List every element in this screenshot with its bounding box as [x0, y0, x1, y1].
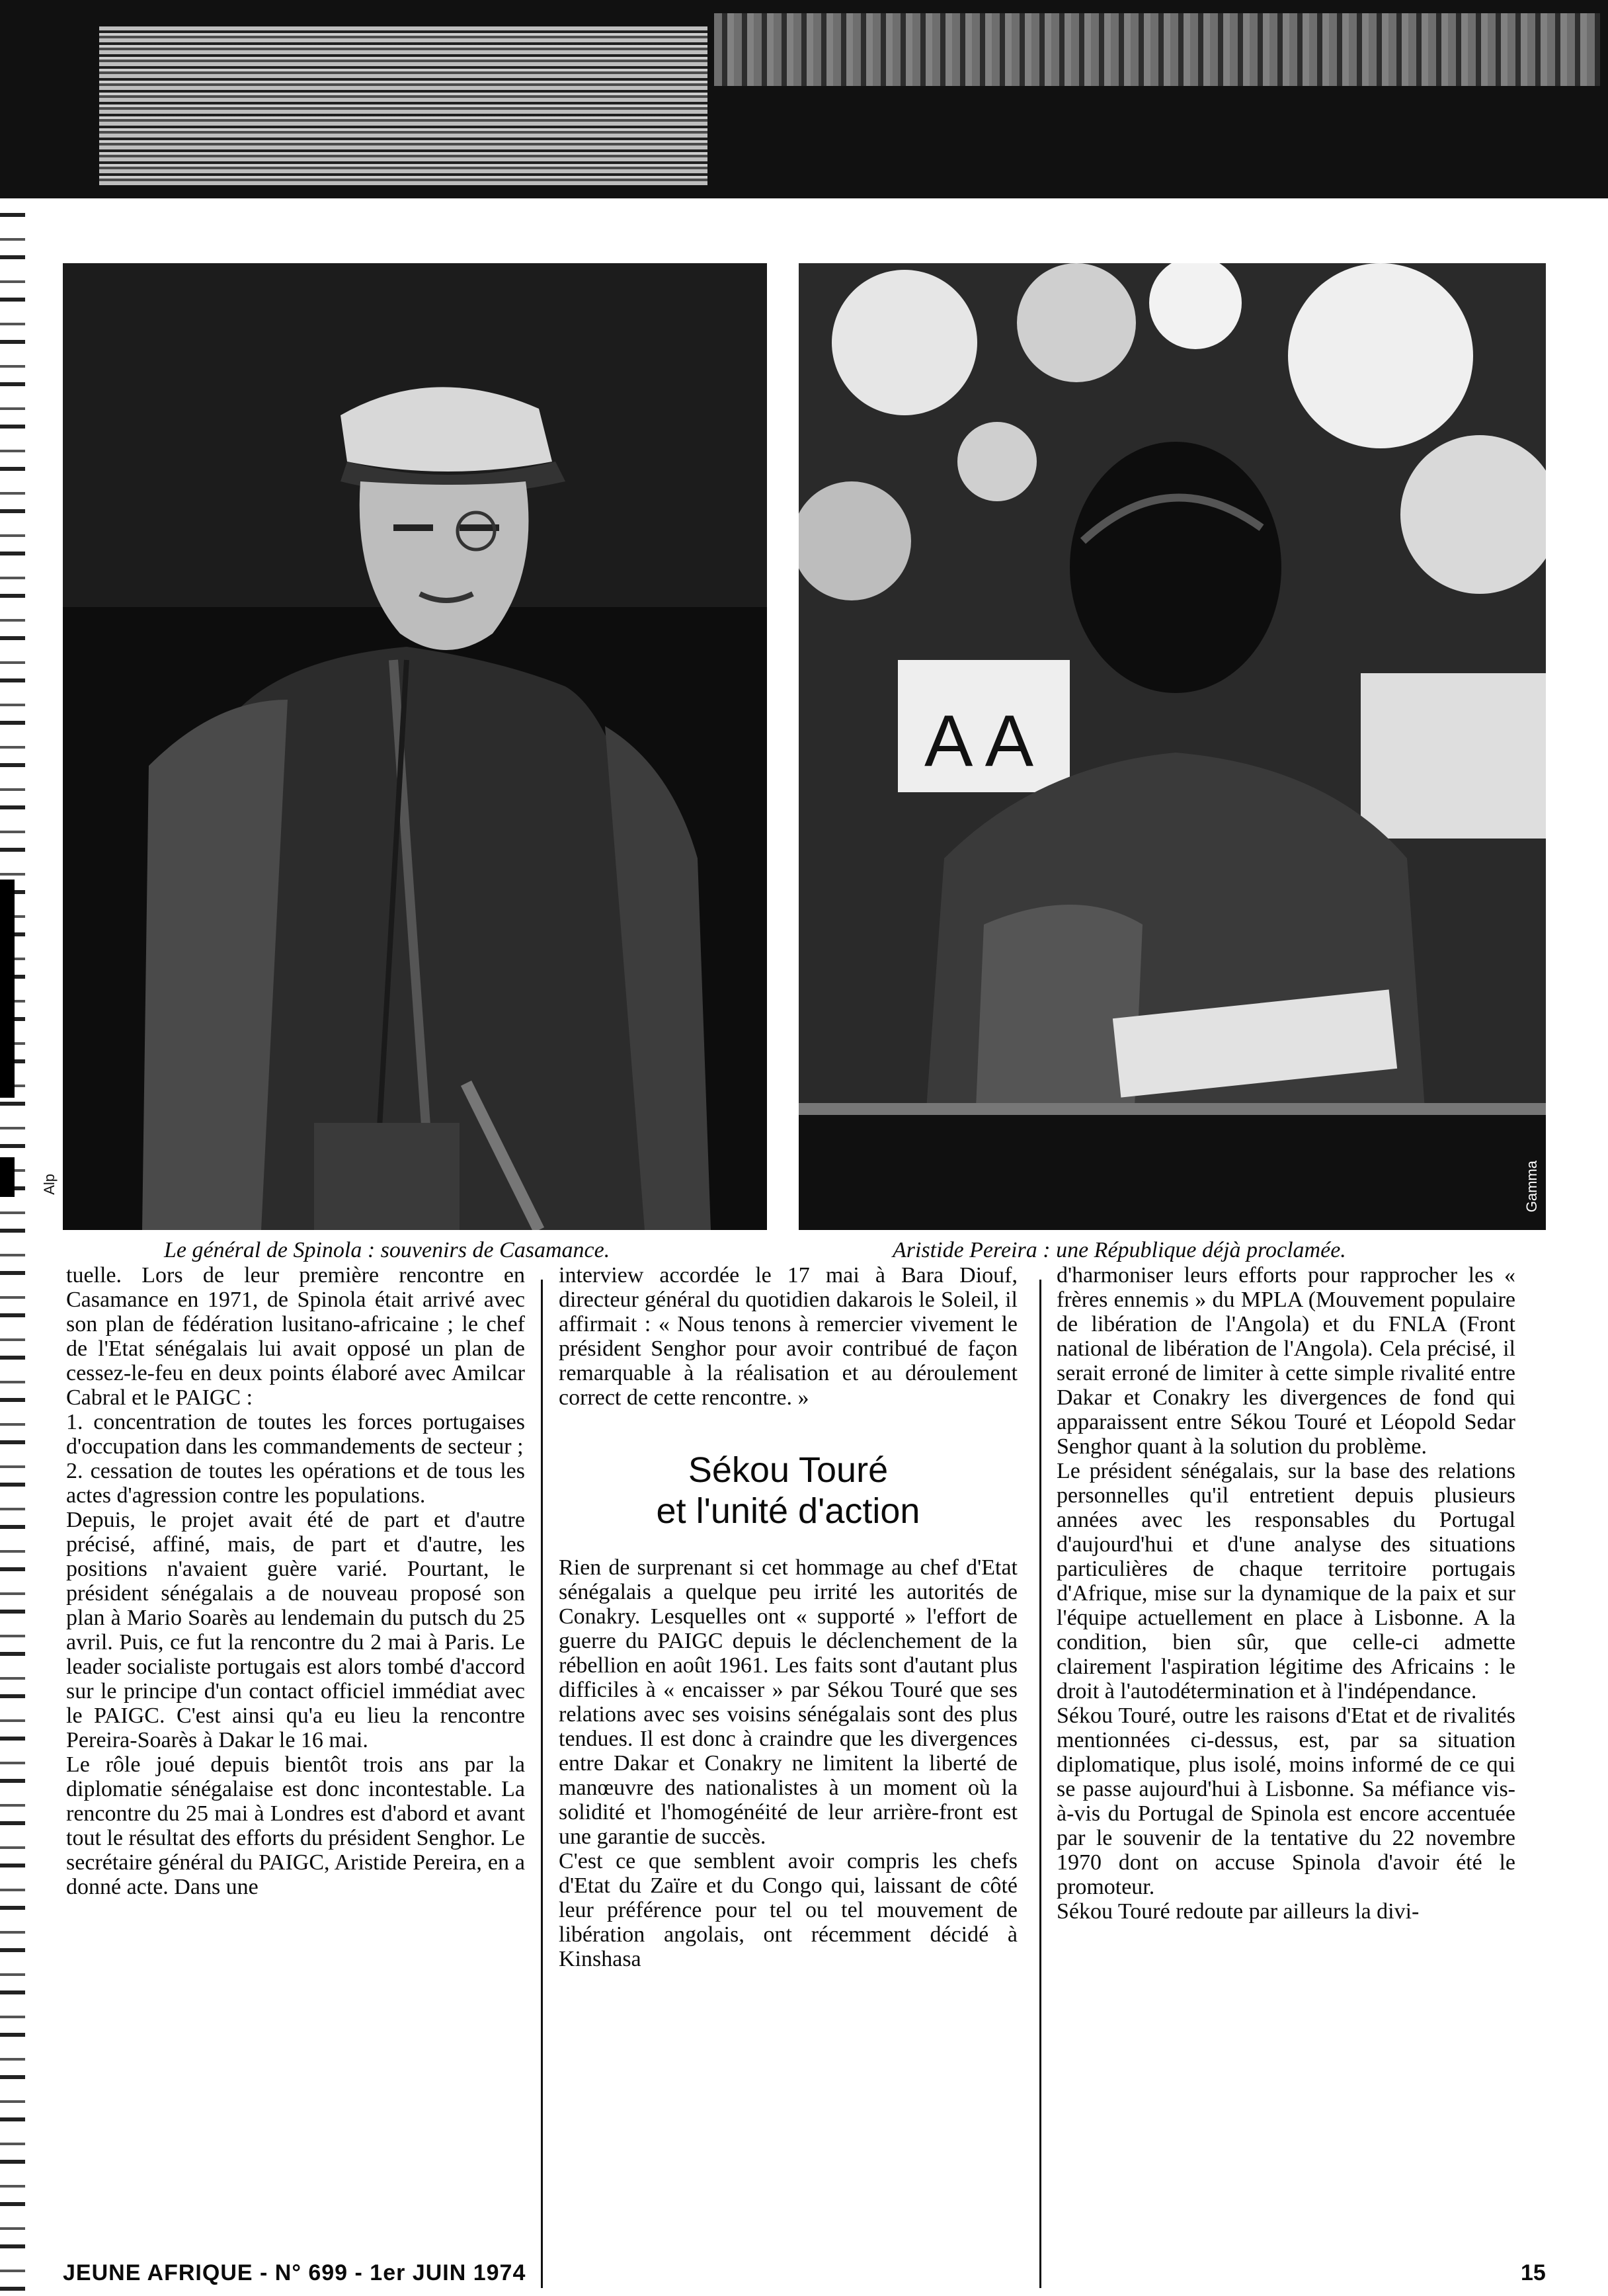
- photo-pereira-image: [799, 263, 1546, 1230]
- paragraph: d'harmoniser leurs efforts pour rapprocher les « frères ennemis » du MPLA (Mouvement populaire de libération de l'Angola) et du FNLA (Front national de libération de l'Angola). Cela précisé, il serait erroné de limiter à cette simple rivalité entre Dakar et Conakry les divergences de fond qui apparaissent entre Sékou Touré et Léopold Sedar Senghor quant à la solution du problème.: [1057, 1263, 1515, 1459]
- photo-caption-left: Le général de Spinola : souvenirs de Casamance.: [164, 1238, 610, 1262]
- paragraph: interview accordée le 17 mai à Bara Diouf, directeur général du quotidien dakarois le Soleil, il affirmait : « Nous tenons à remercier vivement le président Senghor pour avoir contribué de façon remarquable à la réalisation et au déroulement correct de cette rencontre. »: [559, 1263, 1018, 1410]
- edge-mark: [0, 880, 15, 1098]
- photo-sign-text: A A: [924, 700, 1034, 782]
- column-divider: [1039, 1280, 1041, 2288]
- paragraph: C'est ce que semblent avoir compris les chefs d'Etat du Zaïre et du Congo qui, laissant de côté leur préférence pour tel ou tel mouvement de libération angolais, ont récemment décidé à Kinshasa: [559, 1849, 1018, 1971]
- publication-footer: JEUNE AFRIQUE - N° 699 - 1er JUIN 1974: [63, 2260, 526, 2285]
- photo-caption-right: Aristide Pereira : une République déjà proclamée.: [893, 1238, 1346, 1262]
- article-column-1: [66, 1263, 525, 1899]
- paragraph: tuelle. Lors de leur première rencontre en Casamance en 1971, de Spinola était arrivé avec son plan de fédération lusitano-africaine ; le chef de l'Etat sénégalais lui avait opposé un plan de cessez-le-feu en deux points élaboré avec Amilcar Cabral et le PAIGC :: [66, 1263, 525, 1410]
- subheading-line-1: Sékou Touré: [688, 1450, 889, 1490]
- top-banner-scan: [0, 0, 1608, 198]
- paragraph: Sékou Touré, outre les raisons d'Etat et de rivalités mentionnées ci-dessus, est, par sa situation diplomatique, plus isolé, moins informé de ce qui se passe aujourd'hui à Lisbonne. Sa méfiance vis-à-vis du Portugal de Spinola est encore accentuée par le souvenir de la tentative du 22 novembre 1970 dont on accuse Spinola d'avoir été le promoteur.: [1057, 1703, 1515, 1899]
- banner-scan-block: [99, 26, 707, 185]
- section-subheading: [559, 1450, 1018, 1532]
- page-scan-edge: [0, 198, 25, 2296]
- subheading-line-2: et l'unité d'action: [656, 1491, 920, 1531]
- column-divider: [541, 1280, 543, 2288]
- photo-pereira: [799, 263, 1546, 1230]
- photo-credit-right: Gamma: [1523, 1161, 1540, 1213]
- paragraph: Depuis, le projet avait été de part et d'autre précisé, affiné, mais, de part et d'autre, les positions n'avaient guère varié. Pourtant, le président sénégalais a de nouveau proposé son plan à Mario Soarès au lendemain du putsch du 25 avril. Puis, ce fut la rencontre du 2 mai à Paris. Le leader socialiste portugais est alors tombé d'accord sur le principe d'un contact officiel immédiat avec le PAIGC. C'est ainsi qu'a eu lieu la rencontre Pereira-Soarès à Dakar le 16 mai.: [66, 1508, 525, 1752]
- paragraph: Rien de surprenant si cet hommage au chef d'Etat sénégalais a quelque peu irrité les autorités de Conakry. Lesquelles ont « supporté » l'effort de guerre du PAIGC depuis le déclenchement de la rébellion en août 1961. Les faits sont d'autant plus difficiles à « encaisser » par Sékou Touré que ses relations avec ses voisins sénégalais sont des plus tendues. Il est donc à craindre que les divergences entre Dakar et Conakry ne limitent la liberté de manœuvre des nationalistes à un moment où la solidité et l'homogénéité de leur arrière-front est une garantie de succès.: [559, 1555, 1018, 1849]
- paragraph: Le président sénégalais, sur la base des relations personnelles qu'il entretient depuis plusieurs années avec les responsables du Portugal d'aujourd'hui et d'une analyse des situations particulières de chaque territoire portugais d'Afrique, mise sur la dynamique de la paix et sur l'équipe actuellement en place à Lisbonne. A la condition, bien sûr, que celle-ci admette clairement l'aspiration légitime des Africains : le droit à l'autodétermination et à l'indépendance.: [1057, 1459, 1515, 1703]
- photo-spinola: [63, 263, 767, 1230]
- article-column-2: [559, 1263, 1018, 1971]
- list-item: 1. concentration de toutes les forces portugaises d'occupation dans les commandements de secteur ;: [66, 1410, 525, 1459]
- article-column-3: [1057, 1263, 1515, 1924]
- photo-spinola-image: [63, 263, 767, 1230]
- paragraph: Le rôle joué depuis bientôt trois ans par la diplomatie sénégalaise est donc incontestable. La rencontre du 25 mai à Londres est d'abord et avant tout le résultat des efforts du président Senghor. Le secrétaire général du PAIGC, Aristide Pereira, en a donné acte. Dans une: [66, 1752, 525, 1899]
- page-number: 15: [1521, 2260, 1546, 2285]
- paragraph: Sékou Touré redoute par ailleurs la divi-: [1057, 1899, 1420, 1924]
- edge-mark: [0, 1157, 15, 1197]
- photo-credit-left: Alp: [41, 1174, 58, 1195]
- list-item: 2. cessation de toutes les opérations et de tous les actes d'agression contre les populations.: [66, 1459, 525, 1508]
- banner-scan-strip: [714, 13, 1600, 86]
